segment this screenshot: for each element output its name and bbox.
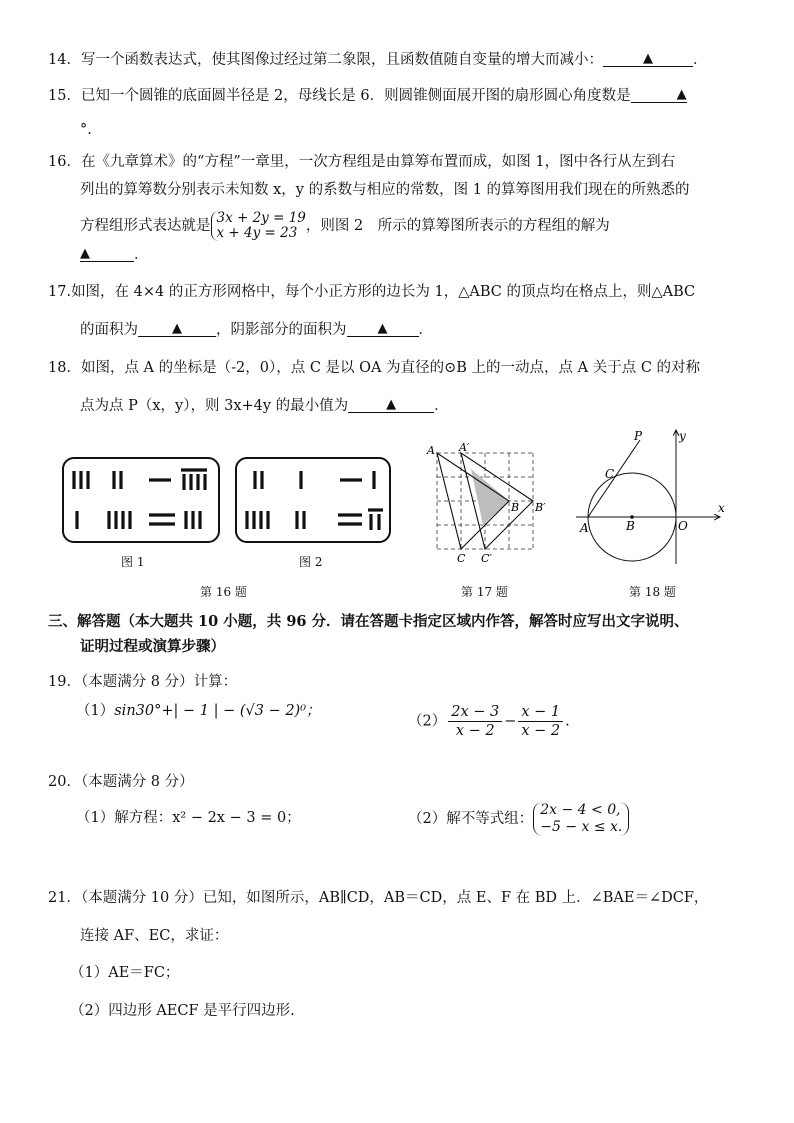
figure-1-label: 图 1 — [121, 555, 145, 569]
q16-number: 16． — [48, 154, 81, 170]
q14-text: 写一个函数表达式，使其图像过经过第二象限，且函数值随自变量的增大而减小： — [80, 52, 603, 68]
label-C: C — [457, 552, 466, 565]
question-16-line1: 16．在《九章算术》的“方程”一章里，一次方程组是由算筹布置而成，如图 1，图中各行从左到右 — [48, 154, 676, 170]
figure-2-counting-rods — [235, 457, 391, 543]
question-21-line2: 连接 AF、EC，求证： — [80, 928, 229, 944]
label-C: C — [605, 467, 615, 481]
label-B: B — [626, 519, 635, 533]
q19-part1: （1）sin30°+| − 1 | − (√3 − 2)⁰； — [76, 703, 321, 719]
label-A-prime: A′ — [459, 441, 470, 454]
figure-1-counting-rods — [62, 457, 220, 543]
label-O: O — [678, 519, 688, 533]
q15-answer-blank[interactable] — [631, 86, 687, 103]
question-21-line1: 21．（本题满分 10 分）已知，如图所示，AB∥CD，AB＝CD，点 E、F 在 BD 上．∠BAE＝∠DCF， — [48, 890, 709, 906]
triangle-marker-icon: ▲ — [172, 321, 182, 336]
caption-q18: 第 18 题 — [629, 585, 676, 599]
q19-part1-expression: sin30°+| − 1 | − (√3 − 2)⁰； — [114, 703, 321, 719]
label-B-prime: B′ — [535, 501, 546, 514]
figure-18-circle-diagram — [572, 426, 732, 572]
q18-number: 18． — [48, 360, 81, 376]
q14-number: 14． — [48, 52, 81, 68]
q15-text: 已知一个圆锥的底面圆半径是 2，母线长是 6．则圆锥侧面展开图的扇形圆心角度数是 — [80, 88, 631, 104]
q15-number: 15． — [48, 88, 81, 104]
triangle-marker-icon: ▲ — [80, 246, 90, 261]
caption-q17: 第 17 题 — [461, 585, 508, 599]
triangle-marker-icon: ▲ — [386, 397, 397, 412]
q19-fraction-1: $\frac{2x - 3}{x - 2}$ — [448, 703, 502, 740]
question-15 — [48, 86, 687, 106]
label-x: x — [718, 501, 725, 515]
label-A: A — [580, 521, 589, 535]
question-16-line4: ▲ ． — [80, 246, 149, 263]
q14-answer-blank[interactable] — [603, 50, 693, 67]
figure-17-grid-diagram — [425, 440, 555, 570]
q20-part1: （1）解方程：x² − 2x − 3 = 0； — [76, 810, 301, 826]
triangle-marker-icon: ▲ — [377, 321, 388, 336]
q15-unit: °. — [80, 122, 92, 138]
q21-part2: （2）四边形 AECF 是平行四边形. — [70, 1003, 295, 1019]
question-19-heading: 19．（本题满分 8 分）计算： — [48, 674, 238, 690]
q20-inequality-system: 2x − 4 < 0, −5 − x ≤ x. — [533, 802, 629, 836]
question-16-line3: 方程组形式表达就是 3x + 2y = 19 x + 4y = 23 ，则图 2 所示的算筹图所表示的方程组的解为 — [80, 210, 610, 241]
triangle-marker-icon: ▲ — [642, 51, 653, 66]
question-17-line2: 的面积为 ▲ ，阴影部分的面积为 ▲ ． — [80, 321, 433, 338]
figure-2-label: 图 2 — [299, 555, 323, 569]
counting-rods-diagram-1 — [64, 459, 218, 541]
question-18-line2: 点为点 P（x，y），则 3x+4y 的最小值为 ▲ ． — [80, 397, 449, 414]
q19-part2: （2） $\frac{2x - 3}{x - 2}$ − $\frac{x - 1}{x - 2}$ . — [408, 704, 570, 739]
q21-part1: （1）AE＝FC； — [70, 965, 180, 981]
question-17-line1: 17.如图，在 4×4 的正方形网格中，每个小正方形的边长为 1，△ABC 的顶点均在格点上，则△ABC — [48, 284, 696, 300]
question-18-line1: 18．如图，点 A 的坐标是（-2，0），点 C 是以 OA 为直径的⊙B 上的一动点，点 A 关于点 C 的对称 — [48, 360, 701, 376]
q20-part2: （2）解不等式组： 2x − 4 < 0, −5 − x ≤ x. — [408, 802, 629, 838]
section-3-heading-line2: 证明过程或演算步骤） — [80, 638, 225, 655]
label-B: B — [511, 501, 520, 514]
label-P: P — [634, 429, 643, 443]
q17-number: 17. — [48, 284, 72, 300]
caption-q16: 第 16 题 — [200, 585, 247, 599]
q17-shaded-blank[interactable] — [347, 320, 419, 337]
counting-rods-diagram-2 — [237, 459, 389, 541]
q19-fraction-2: $\frac{x - 1}{x - 2}$ — [518, 703, 563, 740]
label-C-prime: C′ — [481, 552, 492, 565]
q16-equation-system: 3x + 2y = 19 x + 4y = 23 — [211, 211, 306, 241]
section-3-heading-line1: 三、解答题（本大题共 10 小题，共 96 分．请在答题卡指定区域内作答，解答时应写出文字说明、 — [48, 613, 689, 630]
question-16-line2: 列出的算筹数分别表示未知数 x，y 的系数与相应的常数，图 1 的算筹图用我们现在的所熟悉的 — [80, 182, 690, 198]
q16-answer-blank[interactable] — [80, 245, 134, 262]
label-A: A — [427, 444, 435, 457]
question-20-heading: 20．（本题满分 8 分） — [48, 774, 194, 790]
q18-answer-blank[interactable] — [348, 396, 434, 413]
triangle-marker-icon: ▲ — [676, 87, 687, 102]
label-y: y — [679, 429, 686, 443]
question-14: 14．写一个函数表达式，使其图像过经过第二象限，且函数值随自变量的增大而减小： ▲ ． — [48, 51, 708, 68]
q17-area-blank[interactable] — [138, 320, 216, 337]
